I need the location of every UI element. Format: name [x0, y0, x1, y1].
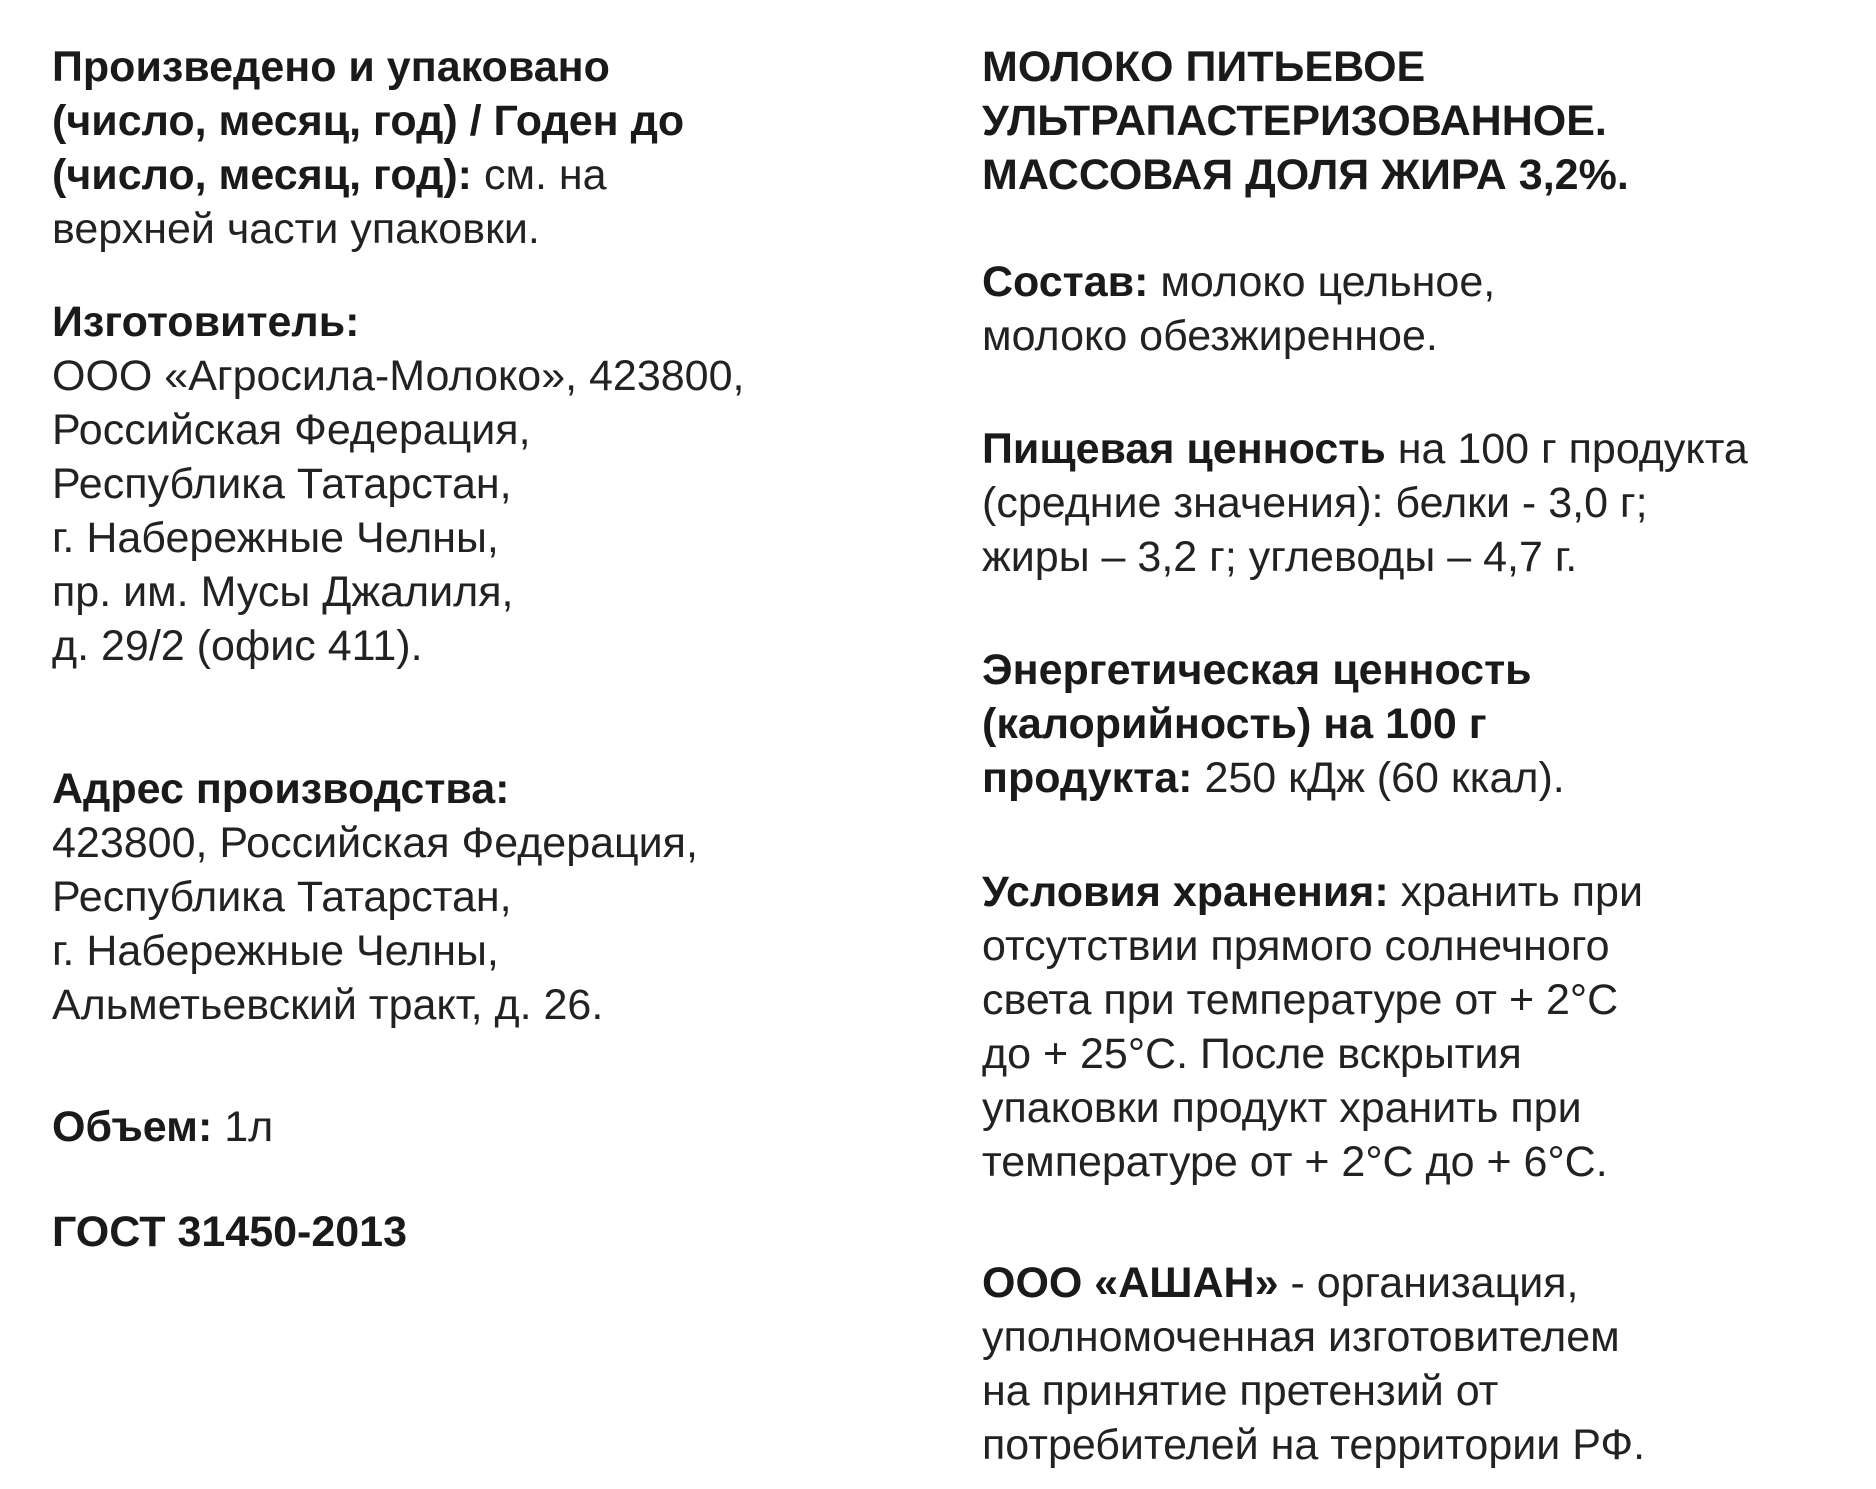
product-title-line: УЛЬТРАПАСТЕРИЗОВАННОЕ. — [982, 97, 1607, 145]
manufacturer-line: пр. им. Мусы Джалиля, — [52, 568, 514, 616]
production-address-line: Республика Татарстан, — [52, 873, 512, 921]
product-title-line: МОЛОКО ПИТЬЕВОЕ — [982, 43, 1426, 91]
manufacturer-line: ООО «Агросила-Молоко», 423800, — [52, 352, 745, 400]
claims-text: потребителей на территории РФ. — [982, 1421, 1646, 1469]
composition-text: молоко цельное, — [1148, 258, 1496, 306]
energy-label: продукта: — [982, 754, 1193, 802]
production-date-text: см. на — [472, 151, 607, 199]
storage-text: света при температуре от + 2°С — [982, 976, 1619, 1024]
nutrition-label: Пищевая ценность — [982, 425, 1386, 473]
energy-label: (калорийность) на 100 г — [982, 700, 1487, 748]
gost-standard: ГОСТ 31450-2013 — [52, 1208, 408, 1256]
claims-text: уполномоченная изготовителем — [982, 1313, 1620, 1361]
manufacturer-line: д. 29/2 (офис 411). — [52, 622, 423, 670]
claims-block — [982, 1256, 1645, 1472]
storage-text: хранить при — [1388, 868, 1643, 916]
nutrition-text: (средние значения): белки - 3,0 г; — [982, 479, 1648, 527]
product-title-line: МАССОВАЯ ДОЛЯ ЖИРА 3,2%. — [982, 151, 1629, 199]
manufacturer-line: Республика Татарстан, — [52, 460, 512, 508]
claims-text: на принятие претензий от — [982, 1367, 1499, 1415]
storage-label: Условия хранения: — [982, 868, 1389, 916]
volume-label: Объем: — [52, 1103, 213, 1151]
claims-text: - организация, — [1278, 1259, 1579, 1307]
production-address-heading: Адрес производства: — [52, 765, 510, 813]
production-date-text: верхней части упаковки. — [52, 205, 540, 253]
energy-value: 250 кДж (60 ккал). — [1192, 754, 1565, 802]
storage-block — [982, 865, 1643, 1189]
storage-text: температуре от + 2°С до + 6°С. — [982, 1138, 1608, 1186]
nutrition-text: на 100 г продукта — [1385, 425, 1748, 473]
production-address-line: г. Набережные Челны, — [52, 927, 499, 975]
composition-text: молоко обезжиренное. — [982, 312, 1438, 360]
volume-value: 1л — [212, 1103, 274, 1151]
manufacturer-heading: Изготовитель: — [52, 298, 360, 346]
production-address-line: Альметьевский тракт, д. 26. — [52, 981, 604, 1029]
production-address-line: 423800, Российская Федерация, — [52, 819, 698, 867]
nutrition-text: жиры – 3,2 г; углеводы – 4,7 г. — [982, 533, 1578, 581]
energy-label: Энергетическая ценность — [982, 646, 1532, 694]
composition-block — [982, 255, 1495, 363]
claims-label: ООО «АШАН» — [982, 1259, 1279, 1307]
volume-block — [52, 1100, 273, 1154]
production-address-block — [52, 762, 698, 1032]
energy-block — [982, 643, 1565, 805]
production-date-block — [52, 40, 684, 256]
composition-label: Состав: — [982, 258, 1149, 306]
production-date-label: (число, месяц, год): — [52, 151, 473, 199]
manufacturer-block — [52, 295, 744, 673]
storage-text: упаковки продукт хранить при — [982, 1084, 1582, 1132]
production-date-label: Произведено и упаковано — [52, 43, 610, 91]
gost-block — [52, 1205, 407, 1259]
product-title — [982, 40, 1629, 202]
nutrition-block — [982, 422, 1748, 584]
storage-text: до + 25°С. После вскрытия — [982, 1030, 1522, 1078]
storage-text: отсутствии прямого солнечного — [982, 922, 1610, 970]
production-date-label: (число, месяц, год) / Годен до — [52, 97, 685, 145]
manufacturer-line: г. Набережные Челны, — [52, 514, 499, 562]
manufacturer-line: Российская Федерация, — [52, 406, 531, 454]
